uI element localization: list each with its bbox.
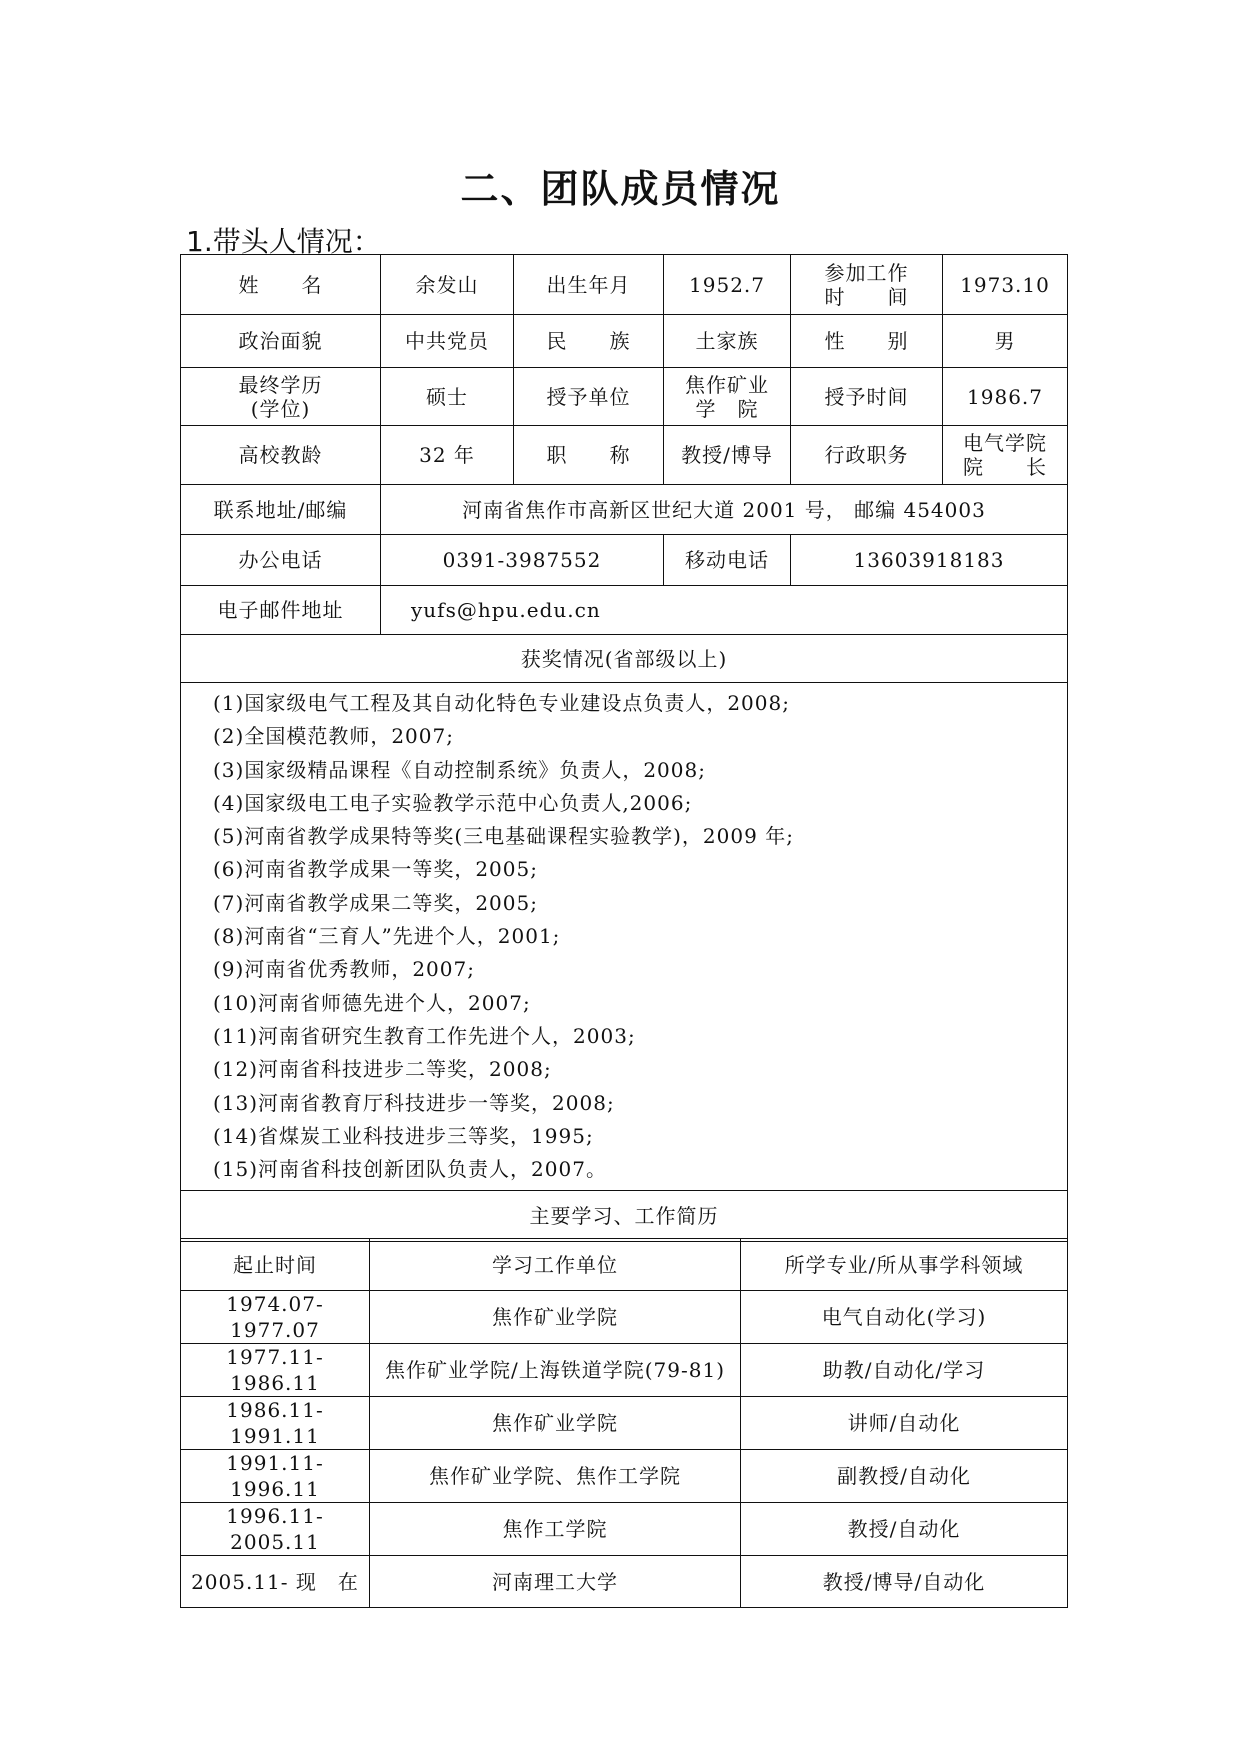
table-row	[181, 315, 1068, 368]
unit-cell: 河南理工大学	[370, 1556, 741, 1608]
unit-cell: 焦作矿业学院	[370, 1291, 741, 1344]
table-row	[181, 426, 1068, 485]
education-value: 硕士	[381, 368, 514, 426]
table-row	[181, 635, 1068, 683]
education-label-line2: (学位)	[250, 396, 311, 421]
awards-header: 获奖情况(省部级以上)	[181, 635, 1068, 683]
list-item: (11)河南省研究生教育工作先进个人，2003;	[213, 1023, 636, 1048]
section-heading: 1.带头人情况：	[186, 225, 381, 258]
list-item: (2)全国模范教师，2007;	[213, 724, 454, 749]
address-label: 联系地址/邮编	[181, 485, 381, 535]
email-label: 电子邮件地址	[181, 586, 381, 635]
work-start-label-line1: 参加工作	[824, 260, 909, 285]
field-cell: 电气自动化(学习)	[741, 1291, 1068, 1344]
ethnic-label: 民 族	[514, 315, 664, 368]
table-row	[181, 1239, 1068, 1291]
education-label-line1: 最终学历	[238, 372, 323, 397]
education-label	[181, 368, 381, 426]
list-item: (1)国家级电气工程及其自动化特色专业建设点负责人，2008;	[213, 691, 790, 715]
table-row	[181, 1450, 1068, 1503]
field-cell: 教授/自动化	[741, 1503, 1068, 1556]
page-title: 二、团队成员情况	[460, 167, 781, 211]
birth-label: 出生年月	[514, 255, 664, 315]
email-value: yufs@hpu.edu.cn	[381, 586, 1068, 635]
mobile-value: 13603918183	[791, 535, 1068, 586]
grant-unit-value	[664, 368, 791, 426]
office-phone-value: 0391-3987552	[381, 535, 664, 586]
unit-cell: 焦作矿业学院	[370, 1397, 741, 1450]
list-item: (9)河南省优秀教师，2007;	[213, 957, 475, 982]
table-row	[181, 683, 1068, 1191]
gender-value: 男	[943, 315, 1068, 368]
table-row	[181, 255, 1068, 315]
work-start-label-line2: 时 间	[824, 284, 909, 309]
table-row	[181, 1191, 1068, 1242]
address-value: 河南省焦作市高新区世纪大道 2001 号， 邮编 454003	[381, 485, 1068, 535]
grant-unit-line2: 学 院	[695, 396, 759, 421]
column-header: 起止时间	[181, 1239, 370, 1291]
period-cell: 1991.11-1996.11	[181, 1450, 370, 1503]
table-row	[181, 1291, 1068, 1344]
admin-post-value	[943, 426, 1068, 485]
birth-value: 1952.7	[664, 255, 791, 315]
grant-unit-line1: 焦作矿业	[685, 372, 769, 397]
table-row	[181, 586, 1068, 635]
title-label: 职 称	[514, 426, 664, 485]
office-phone-label: 办公电话	[181, 535, 381, 586]
column-header: 学习工作单位	[370, 1239, 741, 1291]
field-cell: 副教授/自动化	[741, 1450, 1068, 1503]
leader-info-table	[180, 254, 1068, 1242]
political-label: 政治面貌	[181, 315, 381, 368]
field-cell: 教授/博导/自动化	[741, 1556, 1068, 1608]
name-value: 余发山	[381, 255, 514, 315]
period-cell: 1974.07-1977.07	[181, 1291, 370, 1344]
unit-cell: 焦作矿业学院、焦作工学院	[370, 1450, 741, 1503]
period-cell: 2005.11- 现 在	[181, 1556, 370, 1608]
table-row	[181, 368, 1068, 426]
resume-header: 主要学习、工作简历	[181, 1191, 1068, 1242]
title-value: 教授/博导	[664, 426, 791, 485]
column-header: 所学专业/所从事学科领域	[741, 1239, 1068, 1291]
unit-cell: 焦作工学院	[370, 1503, 741, 1556]
grant-unit-label: 授予单位	[514, 368, 664, 426]
list-item: (13)河南省教育厅科技进步一等奖，2008;	[213, 1090, 615, 1115]
list-item: (5)河南省教学成果特等奖(三电基础课程实验教学)，2009 年;	[213, 824, 794, 849]
period-cell: 1986.11-1991.11	[181, 1397, 370, 1450]
grant-time-label: 授予时间	[791, 368, 943, 426]
table-row	[181, 1503, 1068, 1556]
gender-label: 性 别	[791, 315, 943, 368]
table-row	[181, 1556, 1068, 1608]
period-cell: 1977.11-1986.11	[181, 1344, 370, 1397]
unit-cell: 焦作矿业学院/上海铁道学院(79-81)	[370, 1344, 741, 1397]
work-start-label	[791, 255, 943, 315]
admin-post-line1: 电气学院	[963, 431, 1048, 455]
list-item: (10)河南省师德先进个人，2007;	[213, 990, 531, 1015]
field-cell: 助教/自动化/学习	[741, 1344, 1068, 1397]
admin-post-label: 行政职务	[791, 426, 943, 485]
list-item: (3)国家级精品课程《自动控制系统》负责人，2008;	[213, 757, 706, 782]
list-item: (4)国家级电工电子实验教学示范中心负责人,2006;	[213, 790, 693, 815]
name-label: 姓 名	[181, 255, 381, 315]
list-item: (6)河南省教学成果一等奖，2005;	[213, 857, 538, 882]
teaching-years-value: 32 年	[381, 426, 514, 485]
field-cell: 讲师/自动化	[741, 1397, 1068, 1450]
table-row	[181, 535, 1068, 586]
grant-time-value: 1986.7	[943, 368, 1068, 426]
ethnic-value: 土家族	[664, 315, 791, 368]
work-start-value: 1973.10	[943, 255, 1068, 315]
table-row	[181, 1344, 1068, 1397]
teaching-years-label: 高校教龄	[181, 426, 381, 485]
list-item: (14)省煤炭工业科技进步三等奖，1995;	[213, 1123, 594, 1148]
political-value: 中共党员	[381, 315, 514, 368]
table-row	[181, 1397, 1068, 1450]
list-item: (8)河南省“三育人”先进个人，2001;	[213, 924, 561, 949]
mobile-label: 移动电话	[664, 535, 791, 586]
list-item: (15)河南省科技创新团队负责人，2007。	[213, 1157, 607, 1182]
list-item: (12)河南省科技进步二等奖，2008;	[213, 1057, 552, 1082]
period-cell: 1996.11-2005.11	[181, 1503, 370, 1556]
table-row	[181, 485, 1068, 535]
list-item: (7)河南省教学成果二等奖，2005;	[213, 890, 538, 915]
resume-table	[180, 1238, 1068, 1608]
awards-list	[181, 683, 1068, 1191]
admin-post-line2: 院 长	[963, 455, 1048, 479]
